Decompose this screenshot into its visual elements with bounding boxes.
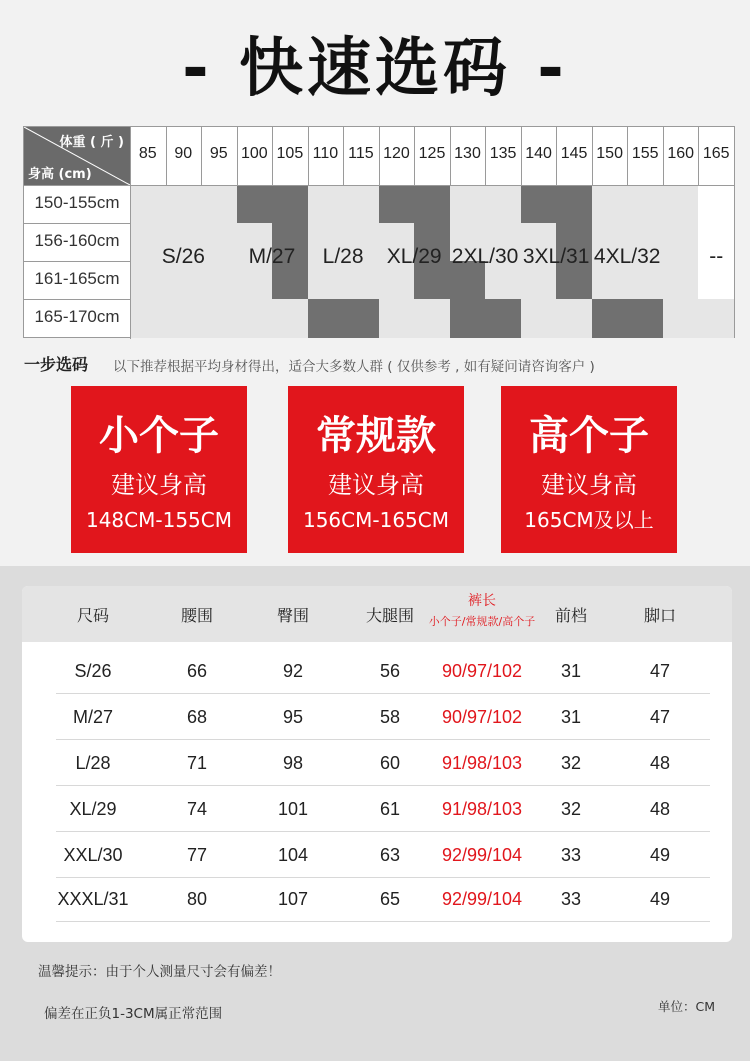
grid-cell <box>130 185 166 224</box>
cell-length: 91/98/103 <box>441 752 523 773</box>
header-size: 尺码 <box>76 605 109 625</box>
height-label: 165-170cm <box>34 307 120 326</box>
table-row <box>56 694 710 740</box>
weight-label: 165 <box>702 145 730 162</box>
card-regular <box>288 386 464 553</box>
page-title: - 快速选码 - <box>182 32 568 106</box>
cell-hip: 92 <box>282 660 304 681</box>
weight-label: 120 <box>383 145 410 162</box>
card-petite <box>71 386 247 553</box>
grid-cell <box>237 185 273 224</box>
grid-cell <box>379 185 415 224</box>
card-tall <box>501 386 677 553</box>
cell-rise: 31 <box>560 706 582 727</box>
height-label: 150-155cm <box>34 193 120 212</box>
cell-rise: 32 <box>560 752 582 773</box>
card-title: 常规款 <box>316 413 436 459</box>
card-title: 高个子 <box>529 413 649 459</box>
cell-size: L/28 <box>75 752 111 773</box>
size-label: XL/29 <box>386 245 442 268</box>
cell-length: 91/98/103 <box>441 798 523 819</box>
weight-label: 90 <box>174 145 193 162</box>
card-sub: 建议身高 <box>328 471 424 499</box>
cell-hem: 47 <box>649 660 671 681</box>
grid-cell <box>663 223 699 262</box>
height-label: 161-165cm <box>34 269 120 288</box>
grid-cell <box>272 185 308 224</box>
grid-cell <box>627 185 663 224</box>
header-rise: 前档 <box>554 605 587 625</box>
weight-label: 95 <box>209 145 228 162</box>
card-range: 156CM-165CM <box>302 508 449 532</box>
size-label: 2XL/30 <box>451 245 519 268</box>
card-range: 165CM及以上 <box>524 508 654 532</box>
header-thigh: 大腿围 <box>365 605 414 625</box>
cell-hem: 47 <box>649 706 671 727</box>
cell-waist: 68 <box>186 706 208 727</box>
grid-cell <box>556 299 592 338</box>
cell-thigh: 61 <box>379 798 401 819</box>
grid-cell <box>201 223 237 262</box>
tip-text: 温馨提示：由于个人测量尺寸会有偏差！ <box>38 964 281 980</box>
cell-rise: 33 <box>560 888 582 909</box>
cell-size: M/27 <box>72 706 114 727</box>
grid-cell <box>663 261 699 300</box>
size-label: -- <box>709 245 724 268</box>
grid-cell <box>308 185 344 224</box>
cell-rise: 31 <box>560 660 582 681</box>
cell-waist: 71 <box>186 752 208 773</box>
cell-hip: 104 <box>277 844 309 865</box>
card-sub: 建议身高 <box>541 471 637 499</box>
weight-label: 110 <box>312 145 339 162</box>
cell-waist: 74 <box>186 798 208 819</box>
card-title: 小个子 <box>99 413 219 459</box>
header-length <box>422 590 542 629</box>
grid-corner <box>24 127 130 185</box>
header-length-label: 裤长 <box>468 593 496 609</box>
header-hip: 臀围 <box>276 605 309 625</box>
grid-cell <box>450 299 486 338</box>
cell-thigh: 65 <box>379 888 401 909</box>
cell-size: XXXL/31 <box>57 888 129 909</box>
grid-cell <box>201 185 237 224</box>
weight-label: 135 <box>489 145 517 162</box>
weight-label: 145 <box>560 145 588 162</box>
grid-cell <box>308 299 344 338</box>
grid-cell <box>379 299 415 338</box>
cell-length: 92/99/104 <box>441 888 523 909</box>
step-note: 以下推荐根据平均身材得出，适合大多数人群 ( 仅供参考 , 如有疑问请咨询客户 ) <box>113 359 595 375</box>
grid-cell <box>592 185 628 224</box>
grid-cell <box>414 185 450 224</box>
weight-label: 125 <box>418 145 446 162</box>
header-waist: 腰围 <box>180 605 213 625</box>
grid-hline <box>24 223 130 224</box>
grid-cell <box>237 299 273 338</box>
cell-size: S/26 <box>74 660 112 681</box>
grid-cell <box>521 299 557 338</box>
cell-size: XXL/30 <box>63 844 123 865</box>
cell-size: XL/29 <box>69 798 117 819</box>
cell-thigh: 56 <box>379 660 401 681</box>
header-hem: 脚口 <box>643 605 676 625</box>
grid-cell <box>272 299 308 338</box>
grid-cell <box>130 299 166 338</box>
grid-cell <box>592 299 628 338</box>
cell-thigh: 58 <box>379 706 401 727</box>
grid-cell <box>663 299 699 338</box>
weight-axis-label: 体重 ( 斤 ) <box>59 135 124 150</box>
weight-label: 130 <box>454 145 481 162</box>
grid-cell <box>130 261 166 300</box>
height-axis-label: 身高 (cm) <box>28 167 92 182</box>
grid-cell <box>627 299 663 338</box>
measurement-table <box>22 586 732 942</box>
grid-cell <box>414 299 450 338</box>
cell-hem: 48 <box>649 798 671 819</box>
cell-hem: 49 <box>649 888 671 909</box>
weight-label: 105 <box>276 145 304 162</box>
height-label: 156-160cm <box>34 231 120 250</box>
card-sub: 建议身高 <box>111 471 207 499</box>
table-header <box>22 586 732 642</box>
grid-cell <box>166 299 202 338</box>
grid-hline <box>24 261 130 262</box>
grid-cell <box>201 261 237 300</box>
grid-cell <box>556 185 592 224</box>
card-range: 148CM-155CM <box>85 508 232 532</box>
cell-length: 90/97/102 <box>441 706 523 727</box>
weight-label: 100 <box>240 145 268 162</box>
weight-label: 160 <box>667 145 695 162</box>
size-label: M/27 <box>248 245 296 268</box>
weight-label: 155 <box>631 145 659 162</box>
grid-cell <box>698 185 734 224</box>
cell-hem: 49 <box>649 844 671 865</box>
step-label: 一步选码 <box>24 355 89 374</box>
grid-cell <box>130 223 166 262</box>
table-row <box>56 786 710 832</box>
grid-cell <box>450 185 486 224</box>
grid-cell <box>201 299 237 338</box>
size-label: 3XL/31 <box>522 245 590 268</box>
size-label: 4XL/32 <box>593 245 661 268</box>
size-grid <box>23 126 735 338</box>
cell-rise: 32 <box>560 798 582 819</box>
cell-length: 90/97/102 <box>441 660 523 681</box>
grid-cell <box>698 299 734 338</box>
cell-thigh: 63 <box>379 844 401 865</box>
grid-cell <box>485 299 521 338</box>
weight-label: 150 <box>596 145 623 162</box>
table-row <box>56 832 710 878</box>
cell-hip: 95 <box>282 706 304 727</box>
grid-hline <box>24 185 734 186</box>
cell-hip: 101 <box>277 798 309 819</box>
size-label: S/26 <box>161 245 205 268</box>
cell-hip: 107 <box>277 888 309 909</box>
size-label: L/28 <box>322 245 364 268</box>
table-row <box>56 648 710 694</box>
header-length-sub: 小个子/常规款/高个子 <box>428 615 536 628</box>
cell-thigh: 60 <box>379 752 401 773</box>
cell-hip: 98 <box>282 752 304 773</box>
grid-cell <box>663 185 699 224</box>
cell-waist: 80 <box>186 888 208 909</box>
grid-cell <box>343 299 379 338</box>
unit-text: 单位：CM <box>658 999 716 1014</box>
cell-length: 92/99/104 <box>441 844 523 865</box>
grid-cell <box>343 185 379 224</box>
grid-cell <box>521 185 557 224</box>
cell-hem: 48 <box>649 752 671 773</box>
grid-cell <box>166 185 202 224</box>
weight-label: 115 <box>348 145 374 162</box>
weight-label: 140 <box>525 145 552 162</box>
grid-hline <box>24 299 130 300</box>
cell-waist: 77 <box>186 844 208 865</box>
weight-label: 85 <box>138 145 157 162</box>
cell-waist: 66 <box>186 660 208 681</box>
table-row <box>56 876 710 922</box>
grid-vline <box>130 127 131 339</box>
grid-cell <box>485 185 521 224</box>
cell-rise: 33 <box>560 844 582 865</box>
tolerance-text: 偏差在正负1-3CM属正常范围 <box>44 1006 223 1022</box>
table-row <box>56 740 710 786</box>
